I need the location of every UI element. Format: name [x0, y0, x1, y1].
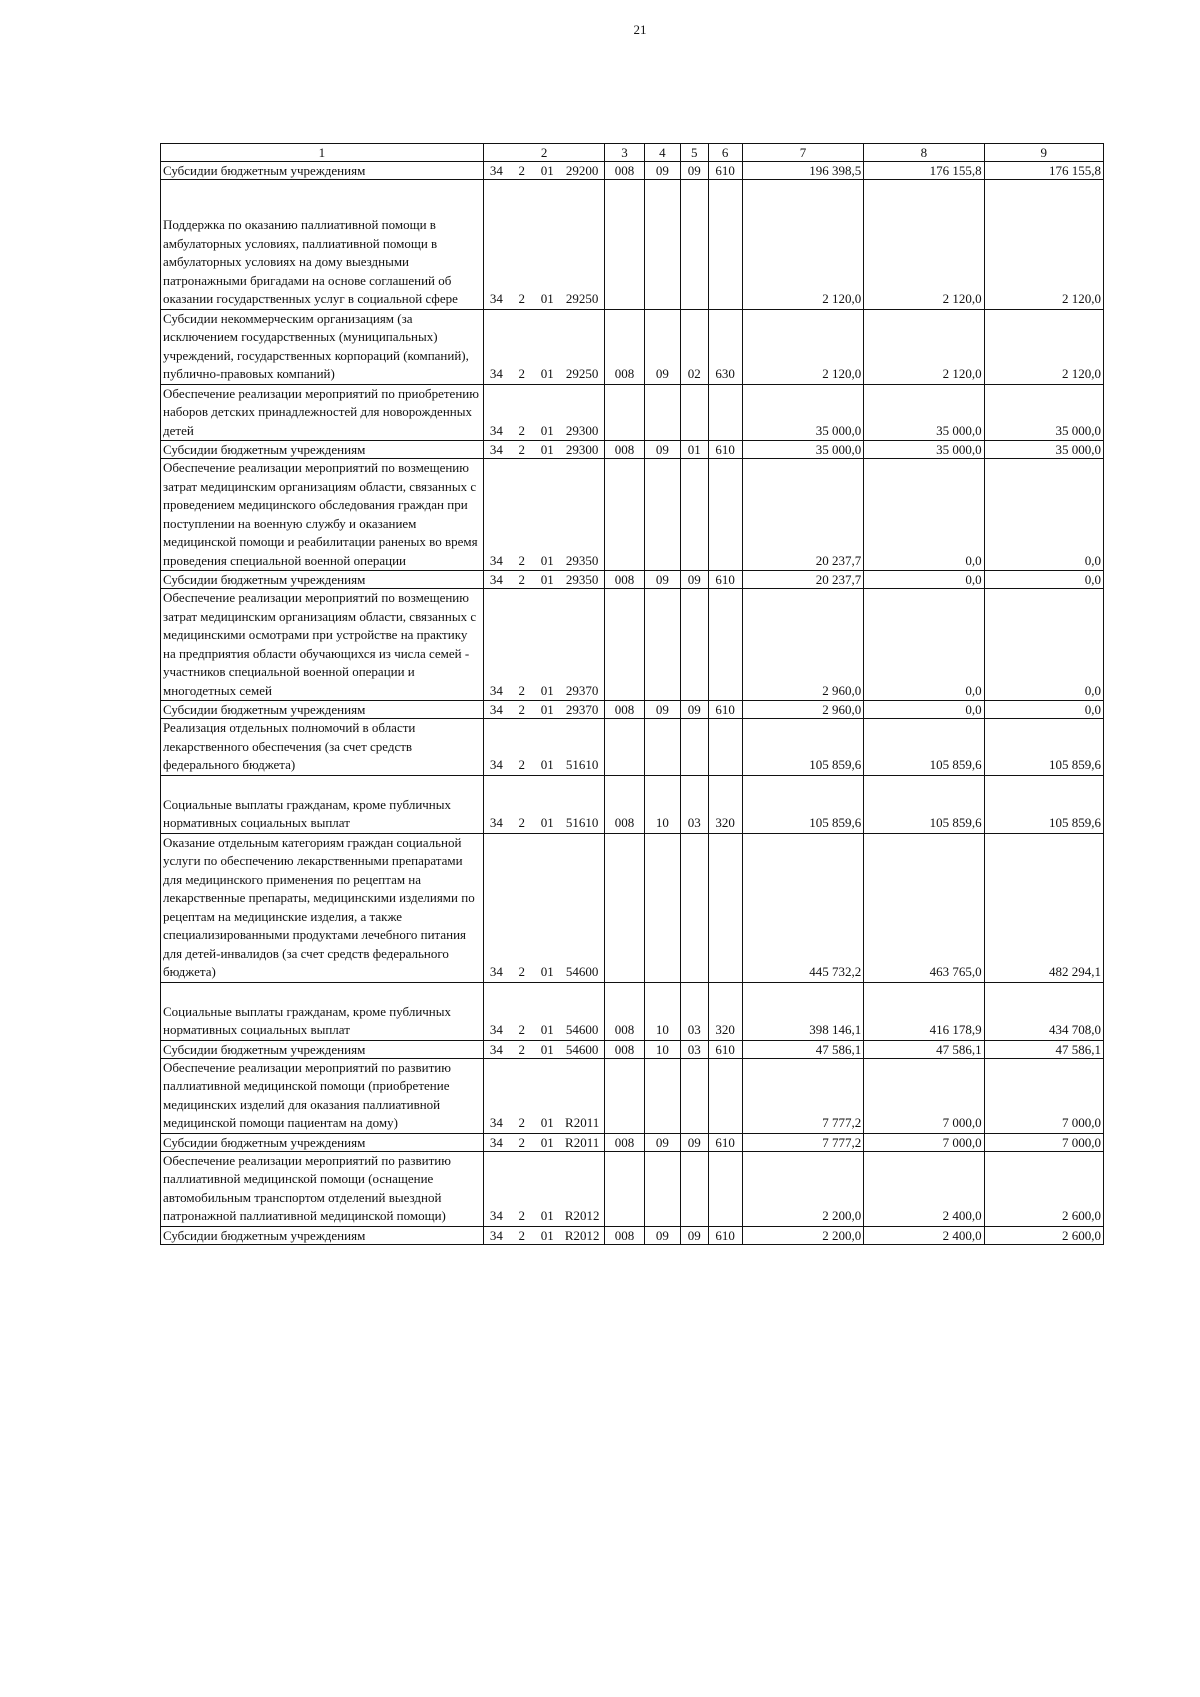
code-b: 2 — [509, 775, 535, 833]
col4-cell — [644, 719, 680, 776]
col5-cell: 09 — [680, 1133, 708, 1151]
col9-cell: 0,0 — [984, 589, 1103, 701]
col8-cell: 176 155,8 — [864, 162, 984, 180]
col3-cell: 008 — [605, 701, 644, 719]
col3-cell — [605, 459, 644, 571]
code-d: 29200 — [560, 162, 605, 180]
col4-cell — [644, 384, 680, 441]
table-row — [161, 775, 1104, 833]
col3-cell: 008 — [605, 162, 644, 180]
header-col1: 1 — [161, 144, 484, 162]
code-d: 51610 — [560, 719, 605, 776]
code-c: 01 — [534, 1133, 560, 1151]
col9-cell: 0,0 — [984, 701, 1103, 719]
code-b: 2 — [509, 309, 535, 384]
col6-cell: 630 — [708, 309, 742, 384]
table-row — [161, 1226, 1104, 1244]
code-b: 2 — [509, 1040, 535, 1058]
table-row — [161, 833, 1104, 982]
code-c: 01 — [534, 162, 560, 180]
col3-cell: 008 — [605, 982, 644, 1040]
table-row — [161, 571, 1104, 589]
code-b: 2 — [509, 701, 535, 719]
code-a: 34 — [483, 701, 509, 719]
code-a: 34 — [483, 162, 509, 180]
code-c: 01 — [534, 719, 560, 776]
header-col6: 6 — [708, 144, 742, 162]
code-b: 2 — [509, 571, 535, 589]
code-a: 34 — [483, 571, 509, 589]
code-d: 29250 — [560, 180, 605, 310]
col8-cell: 416 178,9 — [864, 982, 984, 1040]
col8-cell: 463 765,0 — [864, 833, 984, 982]
code-c: 01 — [534, 459, 560, 571]
col5-cell: 01 — [680, 441, 708, 459]
code-c: 01 — [534, 1226, 560, 1244]
col4-cell: 10 — [644, 1040, 680, 1058]
code-a: 34 — [483, 1040, 509, 1058]
col8-cell: 2 400,0 — [864, 1151, 984, 1226]
header-col7: 7 — [742, 144, 863, 162]
row-name: Субсидии бюджетным учреждениям — [161, 1133, 484, 1151]
col8-cell: 7 000,0 — [864, 1133, 984, 1151]
col4-cell: 09 — [644, 162, 680, 180]
col3-cell — [605, 1151, 644, 1226]
code-c: 01 — [534, 833, 560, 982]
col4-cell — [644, 1058, 680, 1133]
table-row — [161, 589, 1104, 701]
code-d: 29300 — [560, 441, 605, 459]
col6-cell — [708, 589, 742, 701]
table-row — [161, 982, 1104, 1040]
code-d: 29250 — [560, 309, 605, 384]
code-d: R2012 — [560, 1226, 605, 1244]
code-a: 34 — [483, 309, 509, 384]
row-name: Обеспечение реализации мероприятий по возмещению затрат медицинским организациям области, связанных с проведением медицинского обследования граждан при поступлении на военную службу и оказанием медицинской помощи и реабилитации раненых во время проведения специальной военной операции — [161, 459, 484, 571]
code-d: 29350 — [560, 571, 605, 589]
col7-cell: 20 237,7 — [742, 571, 863, 589]
col8-cell: 0,0 — [864, 571, 984, 589]
col6-cell: 610 — [708, 1226, 742, 1244]
code-b: 2 — [509, 459, 535, 571]
code-a: 34 — [483, 441, 509, 459]
col8-cell: 105 859,6 — [864, 719, 984, 776]
col3-cell: 008 — [605, 1226, 644, 1244]
code-c: 01 — [534, 180, 560, 310]
code-c: 01 — [534, 701, 560, 719]
code-a: 34 — [483, 775, 509, 833]
table-row — [161, 1133, 1104, 1151]
col5-cell — [680, 384, 708, 441]
table-row — [161, 719, 1104, 776]
col6-cell — [708, 180, 742, 310]
code-a: 34 — [483, 1058, 509, 1133]
col3-cell — [605, 384, 644, 441]
col4-cell: 09 — [644, 1133, 680, 1151]
col5-cell — [680, 1058, 708, 1133]
code-a: 34 — [483, 1226, 509, 1244]
col4-cell: 10 — [644, 775, 680, 833]
col4-cell: 09 — [644, 571, 680, 589]
row-name: Реализация отдельных полномочий в области лекарственного обеспечения (за счет средств федерального бюджета) — [161, 719, 484, 776]
code-d: 51610 — [560, 775, 605, 833]
col9-cell: 434 708,0 — [984, 982, 1103, 1040]
code-a: 34 — [483, 1151, 509, 1226]
col7-cell: 2 960,0 — [742, 589, 863, 701]
col4-cell: 09 — [644, 701, 680, 719]
col9-cell: 176 155,8 — [984, 162, 1103, 180]
col4-cell — [644, 833, 680, 982]
col6-cell: 610 — [708, 1133, 742, 1151]
row-name: Обеспечение реализации мероприятий по возмещению затрат медицинским организациям области, связанных с медицинскими осмотрами при устройстве на практику на предприятия области обучающихся из числа семей - участников специальной военной операции и многодетных семей — [161, 589, 484, 701]
code-d: R2011 — [560, 1058, 605, 1133]
code-b: 2 — [509, 180, 535, 310]
col9-cell: 2 120,0 — [984, 180, 1103, 310]
code-b: 2 — [509, 589, 535, 701]
budget-table — [160, 143, 1104, 1245]
code-d: 54600 — [560, 1040, 605, 1058]
col4-cell: 09 — [644, 441, 680, 459]
header-col9: 9 — [984, 144, 1103, 162]
code-a: 34 — [483, 1133, 509, 1151]
code-c: 01 — [534, 384, 560, 441]
code-b: 2 — [509, 833, 535, 982]
col3-cell — [605, 719, 644, 776]
col7-cell: 105 859,6 — [742, 775, 863, 833]
col8-cell: 105 859,6 — [864, 775, 984, 833]
row-name: Субсидии бюджетным учреждениям — [161, 162, 484, 180]
col8-cell: 2 400,0 — [864, 1226, 984, 1244]
row-name: Субсидии бюджетным учреждениям — [161, 571, 484, 589]
col9-cell: 482 294,1 — [984, 833, 1103, 982]
col9-cell: 2 600,0 — [984, 1151, 1103, 1226]
row-name: Социальные выплаты гражданам, кроме публичных нормативных социальных выплат — [161, 775, 484, 833]
code-a: 34 — [483, 982, 509, 1040]
table-row — [161, 309, 1104, 384]
row-name: Оказание отдельным категориям граждан социальной услуги по обеспечению лекарственными препаратами для медицинского применения по рецептам на лекарственные препараты, медицинскими изделиями по рецептам на медицинские изделия, а также специализированными продуктами лечебного питания для детей-инвалидов (за счет средств федерального бюджета) — [161, 833, 484, 982]
col3-cell: 008 — [605, 571, 644, 589]
col9-cell: 47 586,1 — [984, 1040, 1103, 1058]
col4-cell — [644, 589, 680, 701]
col4-cell: 09 — [644, 1226, 680, 1244]
col8-cell: 0,0 — [864, 701, 984, 719]
col6-cell: 610 — [708, 571, 742, 589]
col5-cell — [680, 589, 708, 701]
col4-cell: 10 — [644, 982, 680, 1040]
col5-cell — [680, 719, 708, 776]
col6-cell — [708, 384, 742, 441]
col9-cell: 35 000,0 — [984, 441, 1103, 459]
col7-cell: 2 200,0 — [742, 1151, 863, 1226]
col3-cell: 008 — [605, 309, 644, 384]
table-row — [161, 701, 1104, 719]
table-row — [161, 1040, 1104, 1058]
code-a: 34 — [483, 180, 509, 310]
code-b: 2 — [509, 384, 535, 441]
row-name: Субсидии бюджетным учреждениям — [161, 701, 484, 719]
col7-cell: 2 120,0 — [742, 180, 863, 310]
code-c: 01 — [534, 1151, 560, 1226]
code-d: R2011 — [560, 1133, 605, 1151]
code-c: 01 — [534, 1040, 560, 1058]
col7-cell: 105 859,6 — [742, 719, 863, 776]
table-row — [161, 384, 1104, 441]
header-col3: 3 — [605, 144, 644, 162]
col5-cell: 03 — [680, 1040, 708, 1058]
row-name: Обеспечение реализации мероприятий по развитию паллиативной медицинской помощи (оснащение автомобильным транспортом отделений выездной патронажной паллиативной медицинской помощи) — [161, 1151, 484, 1226]
code-a: 34 — [483, 459, 509, 571]
col9-cell: 2 120,0 — [984, 309, 1103, 384]
col4-cell — [644, 180, 680, 310]
col7-cell: 398 146,1 — [742, 982, 863, 1040]
header-row — [161, 144, 1104, 162]
row-name: Социальные выплаты гражданам, кроме публичных нормативных социальных выплат — [161, 982, 484, 1040]
col5-cell: 09 — [680, 1226, 708, 1244]
code-a: 34 — [483, 589, 509, 701]
col3-cell — [605, 833, 644, 982]
col6-cell: 320 — [708, 775, 742, 833]
code-b: 2 — [509, 1151, 535, 1226]
code-c: 01 — [534, 589, 560, 701]
col6-cell — [708, 719, 742, 776]
row-name: Субсидии некоммерческим организациям (за исключением государственных (муниципальных) учреждений, государственных корпораций (компаний), публично-правовых компаний) — [161, 309, 484, 384]
code-c: 01 — [534, 441, 560, 459]
header-col5: 5 — [680, 144, 708, 162]
col8-cell: 0,0 — [864, 589, 984, 701]
row-name: Субсидии бюджетным учреждениям — [161, 1226, 484, 1244]
col7-cell: 2 960,0 — [742, 701, 863, 719]
col8-cell: 35 000,0 — [864, 441, 984, 459]
col9-cell: 105 859,6 — [984, 775, 1103, 833]
row-name: Субсидии бюджетным учреждениям — [161, 1040, 484, 1058]
col8-cell: 0,0 — [864, 459, 984, 571]
col6-cell — [708, 1151, 742, 1226]
row-name: Поддержка по оказанию паллиативной помощи в амбулаторных условиях, паллиативной помощи в амбулаторных условиях на дому выездными патронажными бригадами на основе соглашений об оказании государственных услуг в социальной сфере — [161, 180, 484, 310]
col6-cell: 610 — [708, 1040, 742, 1058]
col5-cell: 09 — [680, 571, 708, 589]
code-a: 34 — [483, 719, 509, 776]
col5-cell — [680, 459, 708, 571]
col9-cell: 0,0 — [984, 571, 1103, 589]
col5-cell — [680, 833, 708, 982]
code-d: 29300 — [560, 384, 605, 441]
row-name: Обеспечение реализации мероприятий по приобретению наборов детских принадлежностей для новорожденных детей — [161, 384, 484, 441]
code-b: 2 — [509, 1226, 535, 1244]
col8-cell: 35 000,0 — [864, 384, 984, 441]
col5-cell: 03 — [680, 982, 708, 1040]
code-c: 01 — [534, 1058, 560, 1133]
col5-cell: 02 — [680, 309, 708, 384]
col7-cell: 35 000,0 — [742, 441, 863, 459]
code-d: 54600 — [560, 833, 605, 982]
code-a: 34 — [483, 384, 509, 441]
code-c: 01 — [534, 571, 560, 589]
col3-cell — [605, 1058, 644, 1133]
col6-cell: 610 — [708, 162, 742, 180]
code-b: 2 — [509, 162, 535, 180]
code-d: 29370 — [560, 589, 605, 701]
table-row — [161, 1058, 1104, 1133]
col3-cell: 008 — [605, 441, 644, 459]
row-name: Обеспечение реализации мероприятий по развитию паллиативной медицинской помощи (приобретение медицинских изделий для оказания паллиативной медицинской помощи пациентам на дому) — [161, 1058, 484, 1133]
col9-cell: 7 000,0 — [984, 1133, 1103, 1151]
col7-cell: 7 777,2 — [742, 1058, 863, 1133]
col7-cell: 7 777,2 — [742, 1133, 863, 1151]
code-b: 2 — [509, 982, 535, 1040]
col8-cell: 2 120,0 — [864, 180, 984, 310]
code-a: 34 — [483, 833, 509, 982]
code-d: 29370 — [560, 701, 605, 719]
page-number: 21 — [633, 22, 647, 37]
col4-cell — [644, 459, 680, 571]
col8-cell: 7 000,0 — [864, 1058, 984, 1133]
table-row — [161, 459, 1104, 571]
col7-cell: 2 200,0 — [742, 1226, 863, 1244]
table-row — [161, 162, 1104, 180]
code-c: 01 — [534, 775, 560, 833]
col3-cell: 008 — [605, 775, 644, 833]
col3-cell — [605, 589, 644, 701]
table-row — [161, 1151, 1104, 1226]
col5-cell: 03 — [680, 775, 708, 833]
code-d: 54600 — [560, 982, 605, 1040]
col8-cell: 47 586,1 — [864, 1040, 984, 1058]
col7-cell: 35 000,0 — [742, 384, 863, 441]
code-c: 01 — [534, 309, 560, 384]
col3-cell: 008 — [605, 1133, 644, 1151]
col3-cell — [605, 180, 644, 310]
col9-cell: 7 000,0 — [984, 1058, 1103, 1133]
col4-cell: 09 — [644, 309, 680, 384]
col6-cell — [708, 1058, 742, 1133]
col9-cell: 105 859,6 — [984, 719, 1103, 776]
code-c: 01 — [534, 982, 560, 1040]
col7-cell: 2 120,0 — [742, 309, 863, 384]
col6-cell: 610 — [708, 701, 742, 719]
col3-cell: 008 — [605, 1040, 644, 1058]
code-d: R2012 — [560, 1151, 605, 1226]
col7-cell: 445 732,2 — [742, 833, 863, 982]
col5-cell: 09 — [680, 701, 708, 719]
col9-cell: 0,0 — [984, 459, 1103, 571]
col6-cell: 320 — [708, 982, 742, 1040]
col5-cell — [680, 1151, 708, 1226]
col7-cell: 47 586,1 — [742, 1040, 863, 1058]
code-b: 2 — [509, 1133, 535, 1151]
row-name: Субсидии бюджетным учреждениям — [161, 441, 484, 459]
col4-cell — [644, 1151, 680, 1226]
table-row — [161, 441, 1104, 459]
header-col2: 2 — [483, 144, 604, 162]
code-d: 29350 — [560, 459, 605, 571]
col8-cell: 2 120,0 — [864, 309, 984, 384]
code-b: 2 — [509, 1058, 535, 1133]
col9-cell: 2 600,0 — [984, 1226, 1103, 1244]
col7-cell: 20 237,7 — [742, 459, 863, 571]
col6-cell: 610 — [708, 441, 742, 459]
code-b: 2 — [509, 441, 535, 459]
header-col8: 8 — [864, 144, 984, 162]
code-b: 2 — [509, 719, 535, 776]
col5-cell — [680, 180, 708, 310]
col5-cell: 09 — [680, 162, 708, 180]
table-row — [161, 180, 1104, 310]
col6-cell — [708, 833, 742, 982]
col6-cell — [708, 459, 742, 571]
col9-cell: 35 000,0 — [984, 384, 1103, 441]
col7-cell: 196 398,5 — [742, 162, 863, 180]
header-col4: 4 — [644, 144, 680, 162]
